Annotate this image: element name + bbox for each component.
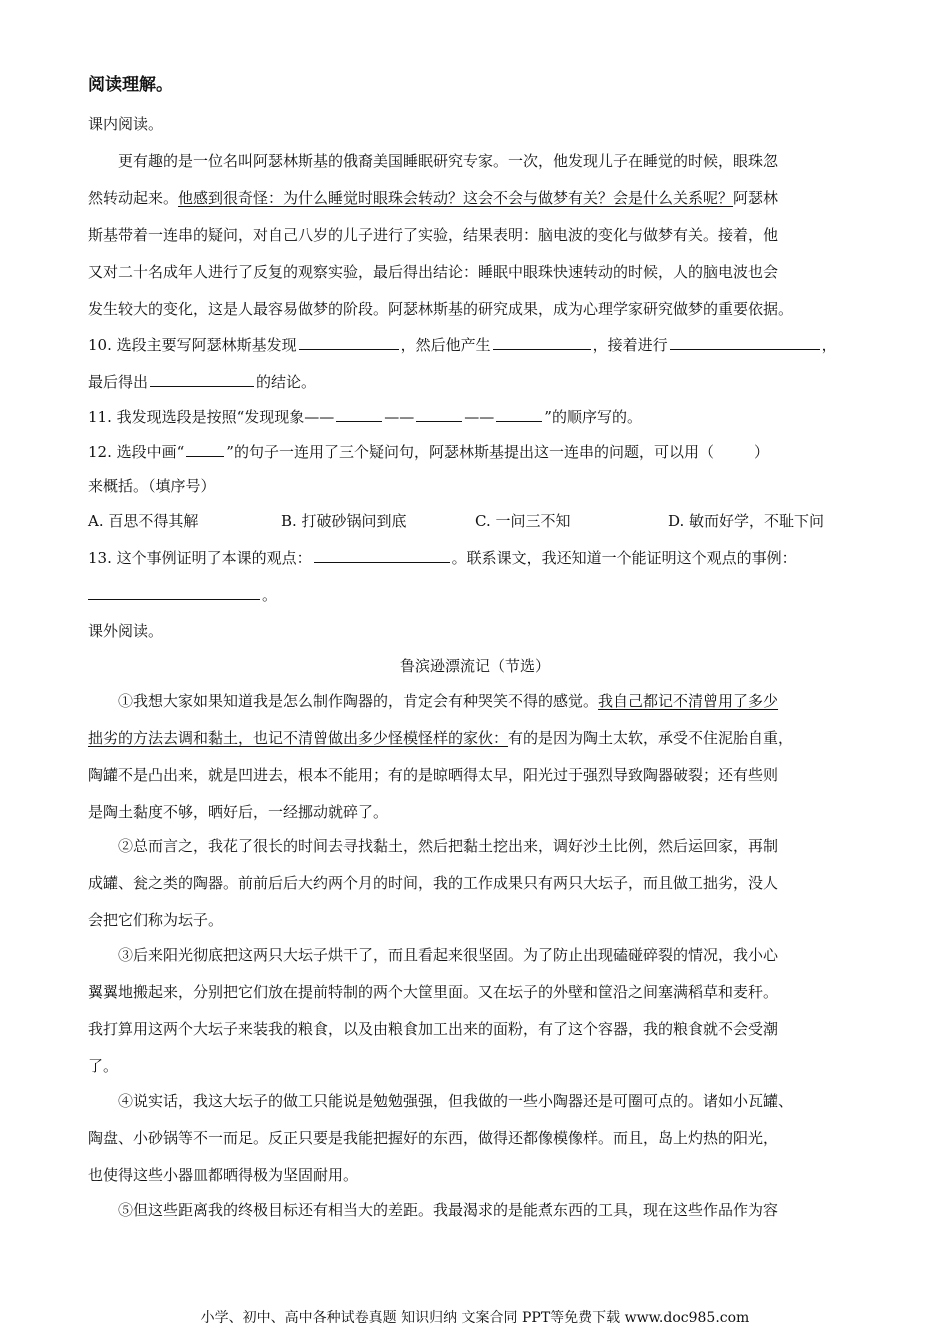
passage1-line2: [88, 187, 868, 209]
q12-underline-sample: [186, 440, 224, 457]
question-10-cont: [88, 370, 868, 393]
passage1-line2-start: 然转动起来。: [88, 189, 179, 207]
p2-para4-line3: 也使得这些小器皿都晒得极为坚固耐用。: [88, 1166, 359, 1184]
p2-para3-line3: 我打算用这两个大坛子来装我的粮食，以及由粮食加工出来的面粉，有了这个容器，我的粮食就不会受潮: [88, 1020, 779, 1038]
q11-blank-3[interactable]: [496, 405, 542, 422]
q11-blank-2[interactable]: [416, 405, 462, 422]
q11-dash-1: ——: [384, 408, 415, 426]
q12-text: 12. 选段中画“: [88, 443, 185, 461]
q10-text-6: 的结论。: [256, 373, 317, 391]
q12-text-3: ）: [753, 443, 769, 461]
p2-para1-line2: [88, 727, 868, 749]
p2-underlined-1: 我自己都记不清曾用了多少: [598, 692, 779, 710]
q13-text-2: 。联系课文，我还知道一个能证明这个观点的事例：: [451, 549, 797, 567]
q10-text-2: ，然后他产生: [400, 336, 491, 354]
q11-blank-1[interactable]: [336, 405, 382, 422]
choice-a[interactable]: A. 百思不得其解: [88, 512, 199, 530]
passage1-line1: 更有趣的是一位名叫阿瑟林斯基的俄裔美国睡眠研究专家。一次，他发现儿子在睡觉的时候，眼珠忽: [118, 152, 779, 170]
q11-dash-2: ——: [464, 408, 495, 426]
q13-text-3: 。: [262, 586, 278, 604]
p2-para2-line2: 成罐、瓮之类的陶器。前前后后大约两个月的时间，我的工作成果只有两只大坛子，而且做工拙劣，没人: [88, 874, 779, 892]
p2-para3-line1: ③后来阳光彻底把这两只大坛子烘干了，而且看起来很坚固。为了防止出现磕碰碎裂的情况，我小心: [118, 946, 779, 964]
p2-para2-line3: 会把它们称为坛子。: [88, 911, 224, 929]
q10-text-5: 最后得出: [88, 373, 149, 391]
p2-para2-line1: ②总而言之，我花了很长的时间去寻找黏土，然后把黏土挖出来，调好沙土比例，然后运回家，再制: [118, 837, 779, 855]
p2-para5-line1: ⑤但这些距离我的终极目标还有相当大的差距。我最渴求的是能煮东西的工具，现在这些作品作为容: [118, 1201, 779, 1219]
passage1-line2-end: 阿瑟林: [733, 189, 779, 207]
question-12-cont: 来概括。（填序号）: [88, 477, 216, 495]
q10-text: 10. 选段主要写阿瑟林斯基发现: [88, 336, 297, 354]
p2-para1-line4: 是陶土黏度不够，晒好后，一经挪动就碎了。: [88, 803, 389, 821]
underlined-questions: 他感到很奇怪：为什么睡觉时眼珠会转动？这会不会与做梦有关？会是什么关系呢？: [178, 189, 734, 207]
p2-para1-line1: [118, 690, 898, 712]
p2-para4-line2: 陶盘、小砂锅等不一而足。反正只要是我能把握好的东西，做得还都像模像样。而且，岛上灼热的阳光，: [88, 1129, 779, 1147]
q13-blank-2[interactable]: [88, 583, 260, 600]
question-12: [88, 440, 868, 463]
q13-blank-1[interactable]: [314, 546, 450, 563]
p2-para1-line2-end: 有的是因为陶土太软，承受不住泥胎自重，: [508, 729, 794, 747]
q10-blank-2[interactable]: [493, 333, 591, 350]
question-13-cont: [88, 583, 868, 606]
p2-para1-line3: 陶罐不是凸出来，就是凹进去，根本不能用；有的是晾晒得太早，阳光过于强烈导致陶器破裂；还有些则: [88, 766, 779, 784]
question-13: [88, 546, 868, 569]
passage1-line4: 又对二十名成年人进行了反复的观察实验，最后得出结论：睡眠中眼珠快速转动的时候，人的脑电波也会: [88, 263, 779, 281]
passage1-line5: 发生较大的变化，这是人最容易做梦的阶段。阿瑟林斯基的研究成果，成为心理学家研究做梦的重要依据。: [88, 300, 794, 318]
p2-para4-line1: ④说实话，我这大坛子的做工只能说是勉勉强强，但我做的一些小陶器还是可圈可点的。诸如小瓦罐、: [118, 1092, 794, 1110]
p2-para3-line2: 翼翼地搬起来，分别把它们放在提前特制的两个大筐里面。又在坛子的外壁和筐沿之间塞满稻草和麦秆。: [88, 983, 779, 1001]
q10-blank-1[interactable]: [299, 333, 399, 350]
q11-text-end: ”的顺序写的。: [544, 408, 642, 426]
choice-b[interactable]: B. 打破砂锅问到底: [281, 512, 407, 530]
question-11: [88, 405, 868, 428]
choice-d[interactable]: D. 敏而好学，不耻下问: [668, 512, 825, 530]
p2-para3-line4: 了。: [88, 1057, 119, 1075]
p2-underlined-2: 拙劣的方法去调和黏土，也记不清曾做出多少怪模怪样的家伙：: [88, 729, 509, 747]
section-title: 阅读理解。: [88, 75, 173, 95]
in-class-label: 课内阅读。: [88, 115, 164, 133]
choice-c[interactable]: C. 一问三不知: [475, 512, 571, 530]
p2-para1-line1-start: ①我想大家如果知道我是怎么制作陶器的，肯定会有种哭笑不得的感觉。: [118, 692, 599, 710]
question-10: [88, 333, 868, 356]
out-class-label: 课外阅读。: [88, 622, 164, 640]
q10-text-4: ，: [821, 336, 837, 354]
q10-text-3: ，接着进行: [592, 336, 668, 354]
q13-text: 13. 这个事例证明了本课的观点：: [88, 549, 312, 567]
q11-text: 11. 我发现选段是按照“发现现象——: [88, 408, 335, 426]
passage1-line3: 斯基带着一连串的疑问，对自己八岁的儿子进行了实验，结果表明：脑电波的变化与做梦有关。接着，他: [88, 226, 779, 244]
q10-blank-3[interactable]: [670, 333, 820, 350]
passage2-title: 鲁滨逊漂流记（节选）: [399, 657, 550, 675]
q12-text-2: ”的句子一连用了三个疑问句，阿瑟林斯基提出这一连串的问题，可以用（: [226, 443, 714, 461]
page-footer[interactable]: 小学、初中、高中各种试卷真题 知识归纳 文案合同 PPT等免费下载 www.doc985.com: [200, 1310, 750, 1326]
q10-blank-4[interactable]: [150, 370, 254, 387]
